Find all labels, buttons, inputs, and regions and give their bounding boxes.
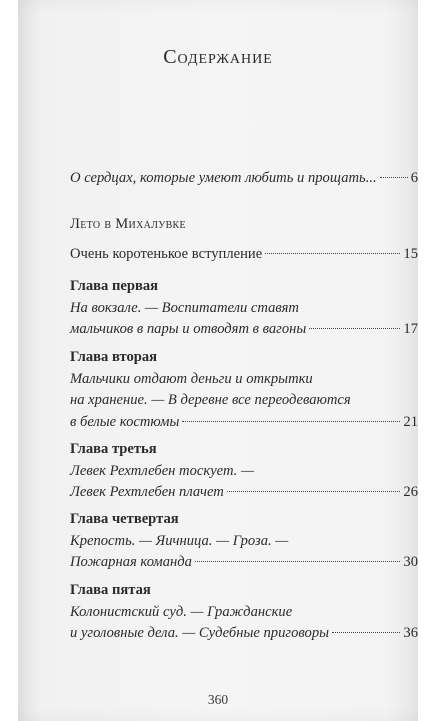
chapter-summary-line: Пожарная команда — [70, 554, 192, 570]
leader-dots — [265, 253, 400, 254]
toc-chapter-5 — [70, 580, 418, 645]
toc-entry-text: Очень коротенькое вступление — [70, 246, 263, 262]
chapter-summary-line: Левек Рехтлебен тоскует. — — [70, 462, 254, 479]
leader-dots — [182, 421, 400, 422]
leader-dots — [195, 561, 400, 562]
chapter-summary-line: на хранение. — В деревне все переодеваются — [70, 392, 351, 408]
chapter-heading: Глава вторая — [70, 349, 158, 365]
chapter-summary-line: Мальчики отдают деньги и открытки — [70, 370, 313, 387]
chapter-summary-line: мальчиков в пары и отводят в вагоны — [70, 321, 307, 337]
chapter-heading: Глава пятая — [70, 582, 151, 598]
page-number: 360 — [207, 692, 229, 707]
leader-dots — [309, 328, 400, 329]
chapter-summary-line: и уголовные дела. — Судебные приговоры — [70, 625, 330, 641]
chapter-summary-line: Колонистский суд. — Гражданские — [70, 603, 293, 620]
section-heading: Лето в Михалувке — [70, 216, 186, 232]
leader-dots — [380, 177, 408, 178]
chapter-heading: Глава первая — [70, 278, 159, 294]
toc-entry-intro — [70, 168, 418, 190]
chapter-summary-line: Левек Рехтлебен плачет — [70, 484, 224, 500]
book-page — [18, 0, 418, 721]
toc-chapter-3 — [70, 439, 418, 504]
toc-entry-text: О сердцах, которые умеют любить и прощать... — [70, 170, 377, 186]
toc-page-number: 15 — [403, 246, 418, 262]
page-title: Содержание — [163, 46, 273, 68]
toc-page-number: 36 — [403, 625, 418, 641]
toc-page-number: 21 — [403, 413, 418, 430]
toc-chapter-1 — [70, 276, 418, 341]
leader-dots — [227, 491, 401, 492]
toc-page-number: 26 — [403, 484, 418, 500]
toc-entry-preface — [70, 244, 418, 266]
chapter-heading: Глава третья — [70, 441, 157, 457]
toc-page-number: 30 — [403, 554, 418, 570]
chapter-summary-line: На вокзале. — Воспитатели ставят — [70, 299, 299, 316]
chapter-summary-line: в белые костюмы — [70, 413, 180, 430]
toc-page-number: 6 — [410, 170, 418, 186]
toc-page-number: 17 — [403, 321, 418, 337]
chapter-heading: Глава четвертая — [70, 511, 179, 527]
toc-chapter-2 — [70, 347, 418, 433]
chapter-summary-line: Крепость. — Яичница. — Гроза. — — [70, 532, 289, 549]
leader-dots — [332, 632, 400, 633]
toc-chapter-4 — [70, 509, 418, 574]
